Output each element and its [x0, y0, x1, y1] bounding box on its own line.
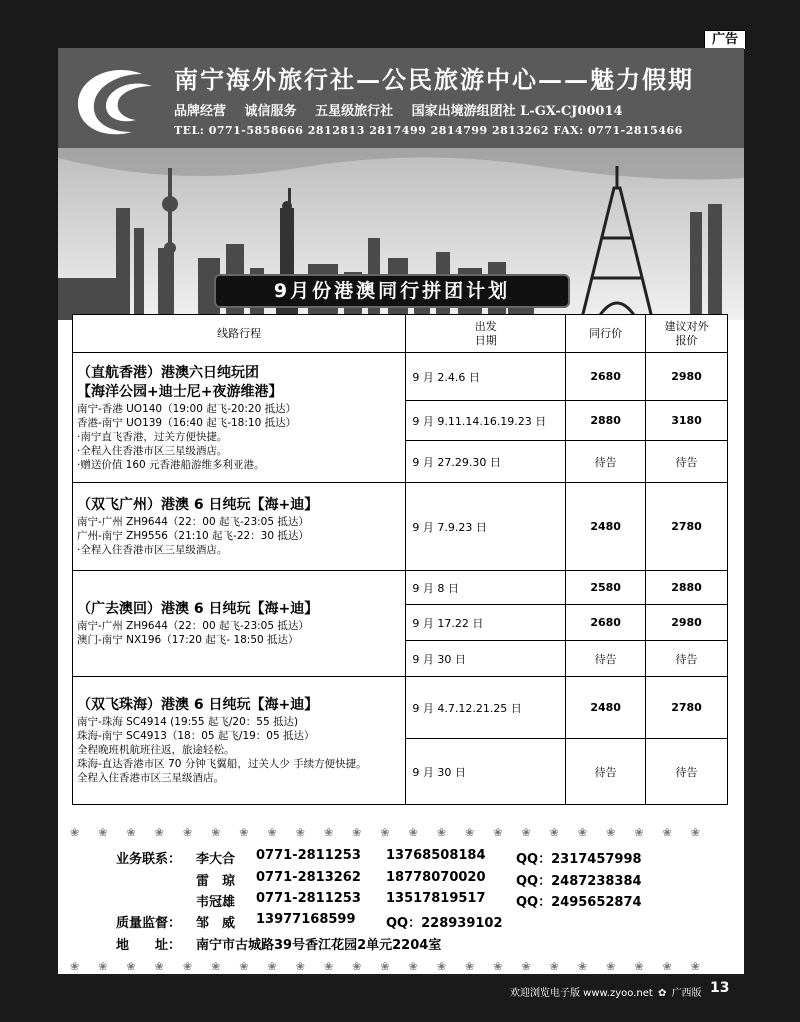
phone-fax: TEL: 0771-5858666 2812813 2817499 2814799 2813262 FAX: 0771-2815466: [174, 124, 683, 137]
flower-divider-icon: ❀❀❀❀❀❀❀❀❀❀❀❀❀❀❀❀❀❀❀❀❀❀❀: [70, 960, 719, 972]
address-label: 地 址：: [116, 938, 182, 953]
table-row: [73, 483, 728, 571]
peer-price: 待告: [566, 739, 646, 805]
header-date: [406, 315, 566, 353]
departure-date: 9 月 7.9.23 日: [406, 483, 566, 571]
retail-price: 2980: [646, 605, 728, 641]
contact-qq: QQ：2317457998: [516, 852, 642, 867]
page-number: 13: [710, 980, 730, 996]
route-note: 珠海-南宁 SC4913（18：05 起飞/19：05 抵达）: [77, 730, 315, 742]
quality-label: 质量监督：: [116, 916, 182, 931]
header-date-line: 日期: [474, 333, 497, 347]
route-note: ·南宁直飞香港，过关方便快捷。: [77, 430, 228, 443]
retail-price: 待告: [646, 641, 728, 677]
route-note: ·全程入住香港市区三星级酒店。: [77, 544, 228, 556]
departure-date: 9 月 17.22 日: [406, 605, 566, 641]
departure-date: 9 月 30 日: [406, 641, 566, 677]
agency-title: 南宁海外旅行社—公民旅游中心——魅力假期: [174, 65, 694, 94]
route-title: （直航香港）港澳六日纯玩团: [77, 364, 259, 381]
agency-logo-icon: [72, 60, 160, 140]
route-title: （双飞广州）港澳 6 日纯玩【海+迪】: [77, 497, 319, 513]
header-peer-price: 同行价: [566, 315, 646, 353]
table-row: [73, 571, 728, 605]
route-note: 南宁-香港 UO140（19:00 起飞-20:20 抵达）: [77, 402, 297, 415]
table-row: [73, 353, 728, 401]
contact-mobile: 13768508184: [386, 848, 486, 863]
departure-date: 9 月 9.11.14.16.19.23 日: [406, 401, 566, 441]
contact-mobile: 13517819517: [386, 891, 486, 906]
slogan: 品牌经营: [174, 104, 227, 119]
slogans: [174, 100, 637, 119]
contact-phone: 0771-2813262: [256, 870, 361, 885]
flower-divider-icon: ❀❀❀❀❀❀❀❀❀❀❀❀❀❀❀❀❀❀❀❀❀❀❀: [70, 826, 719, 838]
quality-qq: QQ：228939102: [386, 916, 503, 931]
quality-phone: 13977168599: [256, 912, 356, 927]
departure-date: 9 月 4.7.12.21.25 日: [406, 677, 566, 739]
peer-price: 2580: [566, 571, 646, 605]
route-note: 珠海-直达香港市区 70 分钟飞翼船，过关人少 手续方便快捷。: [77, 758, 367, 770]
route-title: （广去澳回）港澳 6 日纯玩【海+迪】: [77, 601, 319, 617]
slogan: 国家出境游组团社 L-GX-CJ00014: [411, 104, 623, 119]
header: [58, 48, 744, 148]
footer-edition: 广西版: [671, 988, 702, 999]
route-note: 南宁-珠海 SC4914 (19:55 起飞/20：55 抵达): [77, 716, 299, 728]
plan-banner: 9月份港澳同行拼团计划: [214, 274, 570, 308]
route-cell: [73, 483, 406, 571]
retail-price: 2980: [646, 353, 728, 401]
route-note: 南宁-广州 ZH9644（22：00 起飞-23:05 抵达）: [77, 620, 309, 632]
address-text: 南宁市古城路39号香江花园2单元2204室: [196, 938, 442, 953]
retail-price: 2780: [646, 677, 728, 739]
route-table: [72, 314, 728, 805]
header-retail-line: 报价: [675, 333, 698, 347]
slogan: 五星级旅行社: [315, 104, 394, 119]
route-note: 全程晚班机航班往返，旅途轻松。: [77, 744, 235, 756]
peer-price: 待告: [566, 641, 646, 677]
slogan: 诚信服务: [244, 104, 297, 119]
route-note: ·全程入住香港市区三星级酒店。: [77, 444, 228, 457]
table-header-row: [73, 315, 728, 353]
route-cell: [73, 677, 406, 805]
route-cell: [73, 571, 406, 677]
contact-name: 韦冠雄: [196, 895, 236, 910]
peer-price: 2680: [566, 605, 646, 641]
departure-date: 9 月 30 日: [406, 739, 566, 805]
contact-name: 李大合: [196, 852, 236, 867]
ad-page: [58, 48, 744, 974]
footer-logo-icon: ✿: [657, 988, 667, 999]
peer-price: 2480: [566, 483, 646, 571]
peer-price: 2880: [566, 401, 646, 441]
contact-phone: 0771-2811253: [256, 891, 361, 906]
route-cell: [73, 353, 406, 483]
contact-name: 雷 琼: [196, 874, 236, 889]
table-row: [73, 677, 728, 739]
ad-tag: 广告: [704, 30, 746, 50]
route-note: 香港-南宁 UO139（16:40 起飞-18:10 抵达）: [77, 416, 297, 429]
route-note: 广州-南宁 ZH9556（21:10 起飞-22：30 抵达）: [77, 530, 309, 542]
header-retail-price: [646, 315, 728, 353]
departure-date: 9 月 27.29.30 日: [406, 441, 566, 483]
retail-price: 3180: [646, 401, 728, 441]
contact-qq: QQ：2487238384: [516, 874, 642, 889]
peer-price: 待告: [566, 441, 646, 483]
contact-mobile: 18778070020: [386, 870, 486, 885]
retail-price: 待告: [646, 739, 728, 805]
route-note: 全程入住香港市区三星级酒店。: [77, 772, 224, 784]
retail-price: 待告: [646, 441, 728, 483]
route-note: ·赠送价值 160 元香港船游维多利亚港。: [77, 458, 265, 471]
header-date-line: 出发: [474, 319, 497, 333]
footer-text: 欢迎浏览电子版 www.zyoo.net: [510, 988, 653, 999]
departure-date: 9 月 8 日: [406, 571, 566, 605]
route-note: 澳门-南宁 NX196（17:20 起飞- 18:50 抵达）: [77, 634, 299, 646]
route-subtitle: 【海洋公园+迪士尼+夜游维港】: [77, 383, 283, 400]
header-retail-line: 建议对外: [664, 319, 709, 333]
retail-price: 2780: [646, 483, 728, 571]
route-title: （双飞珠海）港澳 6 日纯玩【海+迪】: [77, 697, 319, 713]
contact-phone: 0771-2811253: [256, 848, 361, 863]
peer-price: 2480: [566, 677, 646, 739]
header-route: 线路行程: [73, 315, 406, 353]
contact-qq: QQ：2495652874: [516, 895, 642, 910]
departure-date: 9 月 2.4.6 日: [406, 353, 566, 401]
quality-name: 邹 威: [196, 916, 236, 931]
route-note: 南宁-广州 ZH9644（22：00 起飞-23:05 抵达）: [77, 516, 309, 528]
retail-price: 2880: [646, 571, 728, 605]
contact-label: 业务联系：: [116, 852, 182, 867]
peer-price: 2680: [566, 353, 646, 401]
